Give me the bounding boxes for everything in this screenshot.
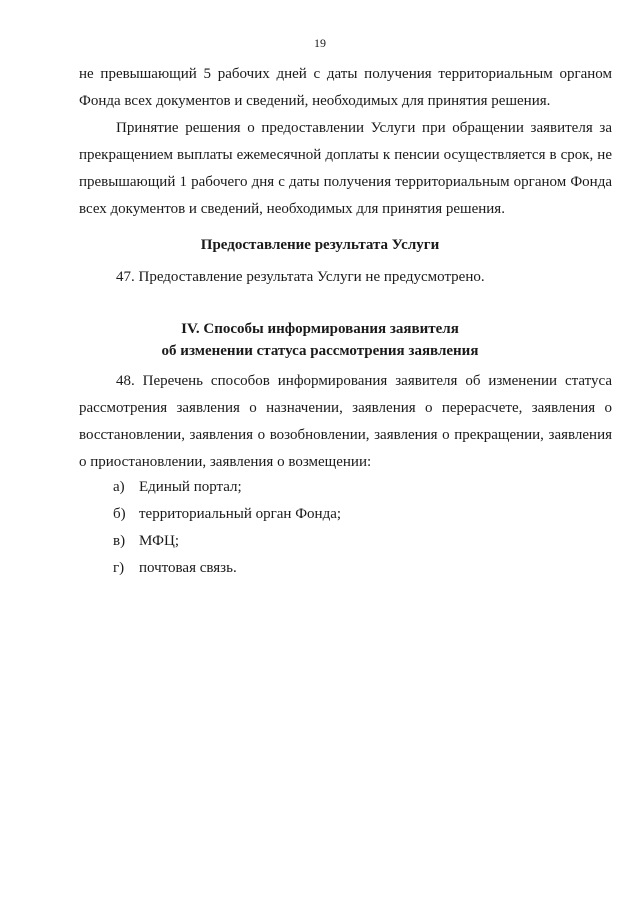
paragraph-continuation: не превышающий 5 рабочих дней с даты получения территориальным органом Фонда всех документов и сведений, необходимых для принятия решения. — [79, 66, 612, 109]
chapter-heading-line1: IV. Способы информирования заявителя — [181, 321, 459, 337]
list-item — [113, 474, 341, 501]
section-heading-result: Предоставление результата Услуги — [200, 237, 440, 253]
list-marker: б) — [113, 506, 126, 522]
paragraph-48: 48. Перечень способов информирования заявителя об изменении статуса рассмотрения заявления о назначении, заявления о перерасчете, заявления о восстановлении, заявления о возобновлении, заявления о прекращении, заявления о приостановлении, заявления о возмещении: — [79, 373, 612, 470]
paragraph-decision-term: Принятие решения о предоставлении Услуги при обращении заявителя за прекращением выплаты ежемесячной доплаты к пенсии осуществляется в срок, не превышающий 1 рабочего дня с даты получения территориальным органом Фонда всех документов и сведений, необходимых для принятия решения. — [79, 120, 612, 217]
list-marker: в) — [113, 533, 126, 549]
list-item-text: Единый портал; — [139, 479, 242, 495]
page-number: 19 — [314, 36, 326, 50]
paragraph-47: 47. Предоставление результата Услуги не предусмотрено. — [116, 269, 485, 285]
list-item-text: территориальный орган Фонда; — [139, 506, 342, 522]
list-item — [113, 555, 341, 582]
chapter-heading-line2: об изменении статуса рассмотрения заявления — [161, 343, 479, 359]
list-item-text: МФЦ; — [139, 533, 179, 549]
list-marker: г) — [113, 560, 125, 576]
list-item — [113, 501, 341, 528]
list-item-text: почтовая связь. — [139, 560, 237, 576]
list-marker: а) — [113, 479, 125, 495]
list-item — [113, 528, 341, 555]
informing-methods-list — [113, 474, 341, 582]
